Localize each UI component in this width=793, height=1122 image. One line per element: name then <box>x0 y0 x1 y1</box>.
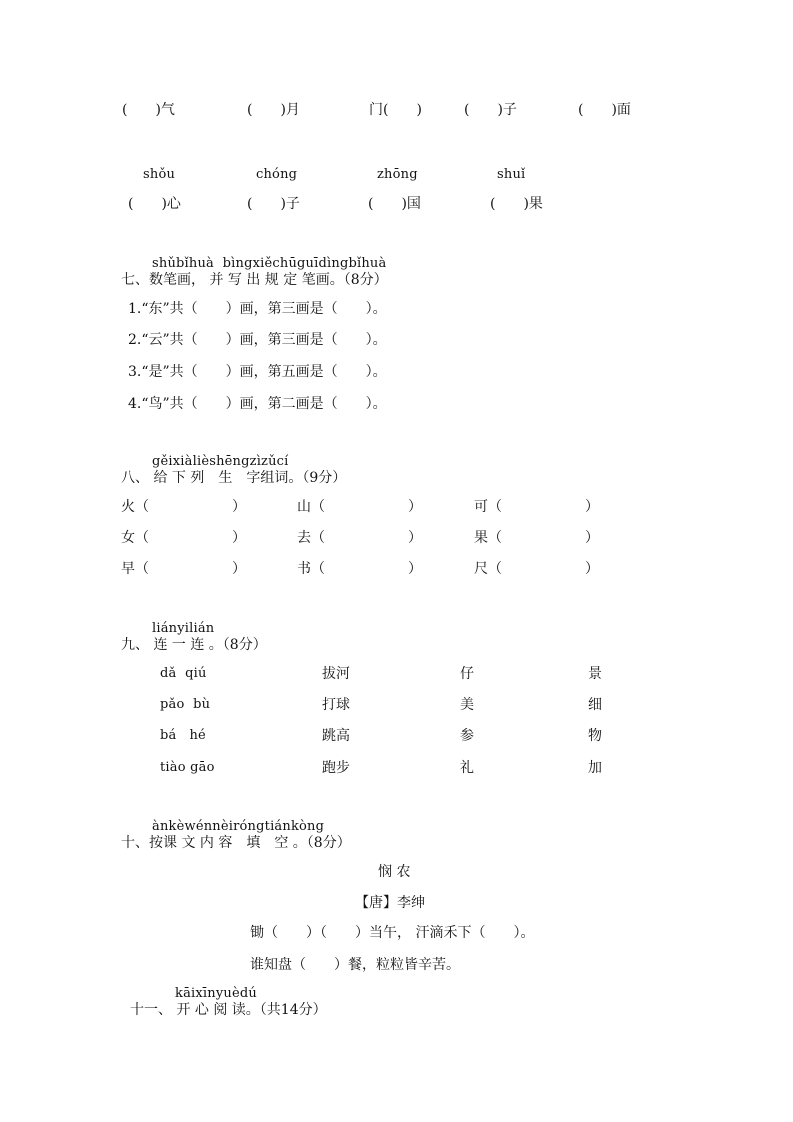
pinyin: chóng <box>256 167 298 182</box>
match-char: 美 <box>460 697 474 713</box>
fill-item: ( )果 <box>490 196 543 212</box>
match-char: 景 <box>588 666 602 682</box>
fill-item: ( )月 <box>247 102 300 118</box>
word-blank: ） <box>232 530 246 546</box>
word-blank: 书（ <box>297 561 325 577</box>
fill-item: 门( ) <box>369 102 422 118</box>
word-blank: 女（ <box>121 530 149 546</box>
poem-line: 谁知盘（ ）餐，粒粒皆辛苦。 <box>250 957 460 973</box>
word-blank: ） <box>408 530 422 546</box>
poem-author: 【唐】李绅 <box>355 895 425 911</box>
word-blank: ） <box>585 530 599 546</box>
question-item: 1.“东”共（ ）画，第三画是（ ）。 <box>128 301 387 317</box>
match-pinyin: tiào gāo <box>160 760 215 775</box>
section-pinyin: gěixiàlièshēngzìzǔcí <box>152 454 289 469</box>
word-blank: ） <box>408 499 422 515</box>
match-char: 参 <box>460 728 474 744</box>
section-pinyin: shǔbǐhuà bìngxiěchūguīdìngbǐhuà <box>152 256 387 271</box>
section-pinyin: liányilián <box>152 621 215 636</box>
pinyin: zhōng <box>377 167 418 182</box>
match-word: 跳高 <box>322 728 350 744</box>
match-char: 细 <box>588 697 602 713</box>
word-blank: 可（ <box>474 499 502 515</box>
fill-item: ( )子 <box>247 196 300 212</box>
section-title: 十一、 开 心 阅 读。（共14分） <box>130 1002 327 1018</box>
match-pinyin: dǎ qiú <box>160 666 207 681</box>
fill-item: ( )面 <box>578 102 631 118</box>
match-word: 跑步 <box>322 760 350 776</box>
fill-item: ( )气 <box>122 102 175 118</box>
question-item: 3.“是”共（ ）画，第五画是（ ）。 <box>128 364 387 380</box>
word-blank: ） <box>408 561 422 577</box>
section-title: 十、按课 文 内 容 填 空 。（8分） <box>121 835 351 851</box>
section-title: 九、 连 一 连 。（8分） <box>121 637 267 653</box>
match-pinyin: bá hé <box>160 728 206 743</box>
word-blank: ） <box>232 561 246 577</box>
match-pinyin: pǎo bù <box>160 697 211 712</box>
word-blank: ） <box>232 499 246 515</box>
section-pinyin: ànkèwénnèiróngtiánkòng <box>152 819 325 834</box>
match-char: 加 <box>588 760 602 776</box>
poem-title: 悯 农 <box>378 864 411 880</box>
section-title: 八、 给 下 列 生 字组词。（9分） <box>121 470 347 486</box>
match-char: 礼 <box>460 760 474 776</box>
word-blank: ） <box>585 499 599 515</box>
word-blank: 山（ <box>297 499 325 515</box>
question-item: 4.“鸟”共（ ）画，第二画是（ ）。 <box>128 396 387 412</box>
poem-line: 锄（ ）（ ）当午， 汗滴禾下（ ）。 <box>250 925 535 941</box>
section-title: 七、数笔画， 并 写 出 规 定 笔画。（8分） <box>121 272 388 288</box>
word-blank: 去（ <box>297 530 325 546</box>
pinyin: shǒu <box>143 167 176 182</box>
match-char: 仔 <box>460 666 474 682</box>
section-pinyin: kāixīnyuèdú <box>175 986 257 1001</box>
match-char: 物 <box>588 728 602 744</box>
word-blank: 火（ <box>121 499 149 515</box>
fill-item: ( )国 <box>368 196 421 212</box>
word-blank: 果（ <box>474 530 502 546</box>
question-item: 2.“云”共（ ）画，第三画是（ ）。 <box>128 332 387 348</box>
match-word: 拔河 <box>322 666 350 682</box>
pinyin: shuǐ <box>497 167 526 182</box>
word-blank: ） <box>585 561 599 577</box>
match-word: 打球 <box>322 697 350 713</box>
word-blank: 尺（ <box>474 561 502 577</box>
fill-item: ( )子 <box>464 102 517 118</box>
fill-item: ( )心 <box>128 196 181 212</box>
word-blank: 早（ <box>121 561 149 577</box>
